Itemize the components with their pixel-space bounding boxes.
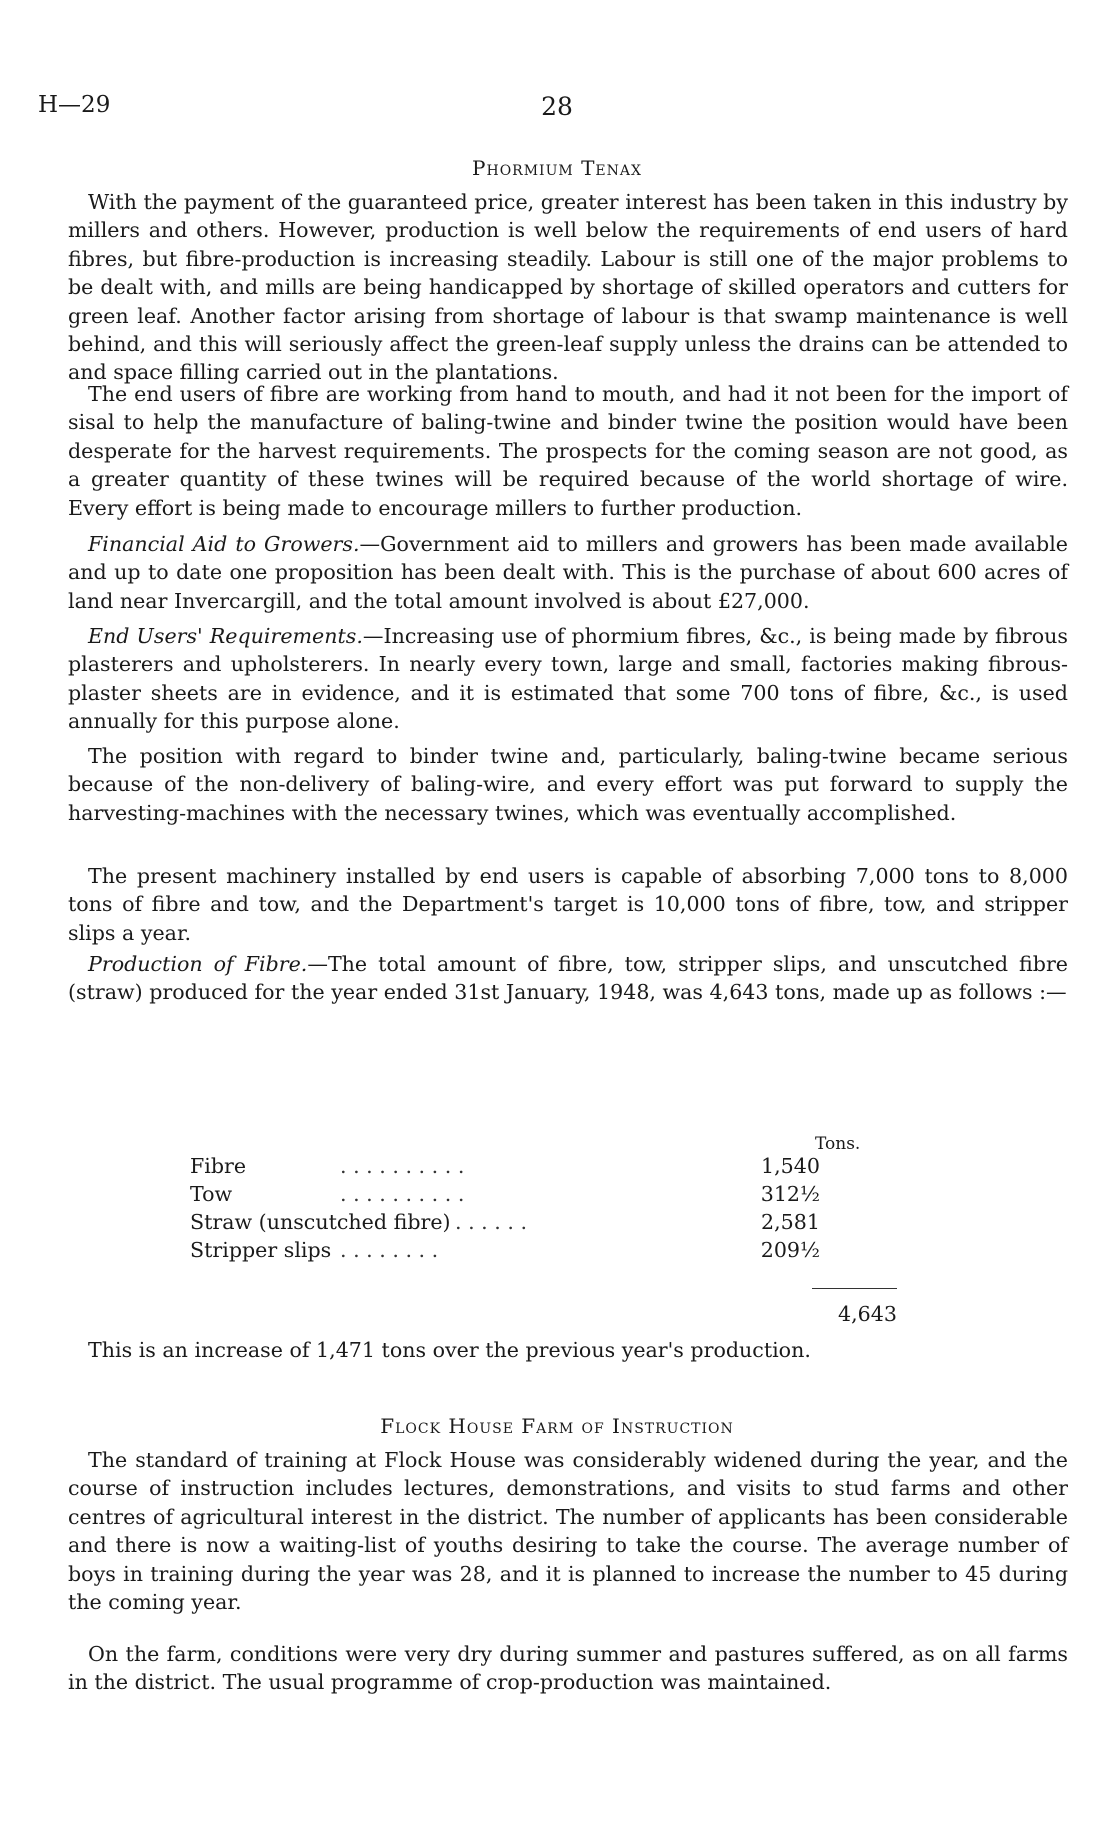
end-users-requirements-body: —Increasing use of phormium fibres, &c., is being made by fibrous plasterers and upholsterers. In nearly every town, large and small, factories making fibrous-plaster sheets are in evidence, and it is estimated that some 700 tons of fibre, &c., is used annually for this purpose alone. xyxy=(68,624,1068,734)
table-row xyxy=(190,1154,910,1182)
production-of-fibre-heading: Production of Fibre. xyxy=(88,952,308,976)
table-unit-header: Tons. xyxy=(815,1134,861,1154)
production-of-fibre-body: —The total amount of fibre, tow, stripper slips, and unscutched fibre (straw) produced for the year ended 31st January, 1948, was 4,643 tons, made up as follows :— xyxy=(68,952,1068,1005)
paragraph-end-users: The end users of fibre are working from hand to mouth, and had it not been for the import of sisal to help the manufacture of baling-twine and binder twine the position would have been desperate for the harvest requirements. The prospects for the coming season are not good, as a greater quantity of these twines will be required because of the world shortage of wire. Every effort is being made to encourage millers to further production. xyxy=(68,382,1068,520)
financial-aid-heading: Financial Aid to Growers. xyxy=(88,532,360,556)
paragraph-flock-house-training: The standard of training at Flock House was considerably widened during the year, and the course of instruction includes lectures, demonstrations, and visits to stud farms and other centres of agricultural interest in the district. The number of applicants has been considerable and there is now a waiting-list of youths desiring to take the course. The average number of boys in training during the year was 28, and it is planned to increase the number to 45 during the coming year. xyxy=(68,1448,1068,1615)
row-label: Tow xyxy=(190,1182,233,1206)
row-leader-dots: . . . . . . . . xyxy=(340,1238,439,1262)
financial-aid-body: —Government aid to millers and growers has been made available and up to date one proposition has been dealt with. This is the purchase of about 600 acres of land near Invercargill, and the total amount involved is about £27,000. xyxy=(68,532,1068,613)
table-row xyxy=(190,1238,910,1266)
row-label: Fibre xyxy=(190,1154,247,1178)
total-rule xyxy=(812,1288,897,1289)
paragraph-financial-aid xyxy=(68,530,1068,615)
paragraph-end-users-requirements xyxy=(68,622,1068,736)
row-label: Straw (unscutched fibre) xyxy=(190,1210,451,1234)
row-leader-dots: . . . . . . xyxy=(455,1210,528,1234)
row-leader-dots: . . . . . . . . . . xyxy=(340,1154,465,1178)
paragraph-farm-conditions: On the farm, conditions were very dry during summer and pastures suffered, as on all farms in the district. The usual programme of crop-production was maintained. xyxy=(68,1642,1068,1695)
paragraph-increase: This is an increase of 1,471 tons over the previous year's production. xyxy=(88,1338,811,1362)
row-label: Stripper slips xyxy=(190,1238,332,1262)
paragraph-binder-twine: The position with regard to binder twine and, particularly, baling-twine became serious because of the non-delivery of baling-wire, and every effort was put forward to supply the harvesting-machines with the necessary twines, which was eventually accomplished. xyxy=(68,744,1068,825)
page-number: 28 xyxy=(541,92,573,121)
paragraph-phormium-intro: With the payment of the guaranteed price, greater interest has been taken in this industry by millers and others. However, production is well below the requirements of end users of hard fibres, but fibre-production is increasing steadily. Labour is still one of the major problems to be dealt with, and mills are being handicapped by shortage of skilled operators and cutters for green leaf. Another factor arising from shortage of labour is that swamp maintenance is well behind, and this will seriously affect the green-leaf supply unless the drains can be attended to and space filling carried out in the plantations. xyxy=(68,190,1068,385)
row-leader-dots: . . . . . . . . . . xyxy=(340,1182,465,1206)
row-value: 209½ xyxy=(760,1238,820,1262)
row-value: 2,581 xyxy=(761,1210,820,1234)
report-code: H—29 xyxy=(38,92,111,118)
row-value: 1,540 xyxy=(761,1154,820,1178)
section-title-flock-house: Flock House Farm of Instruction xyxy=(380,1414,734,1438)
table-total: 4,643 xyxy=(838,1302,897,1326)
section-title-phormium: Phormium Tenax xyxy=(472,156,642,180)
table-row xyxy=(190,1210,910,1238)
end-users-requirements-heading: End Users' Requirements. xyxy=(88,624,363,648)
paragraph-machinery: The present machinery installed by end users is capable of absorbing 7,000 tons to 8,000 tons of fibre and tow, and the Department's target is 10,000 tons of fibre, tow, and stripper slips a year. xyxy=(68,864,1068,945)
table-row xyxy=(190,1182,910,1210)
paragraph-production-of-fibre xyxy=(68,950,1068,1007)
row-value: 312½ xyxy=(760,1182,820,1206)
